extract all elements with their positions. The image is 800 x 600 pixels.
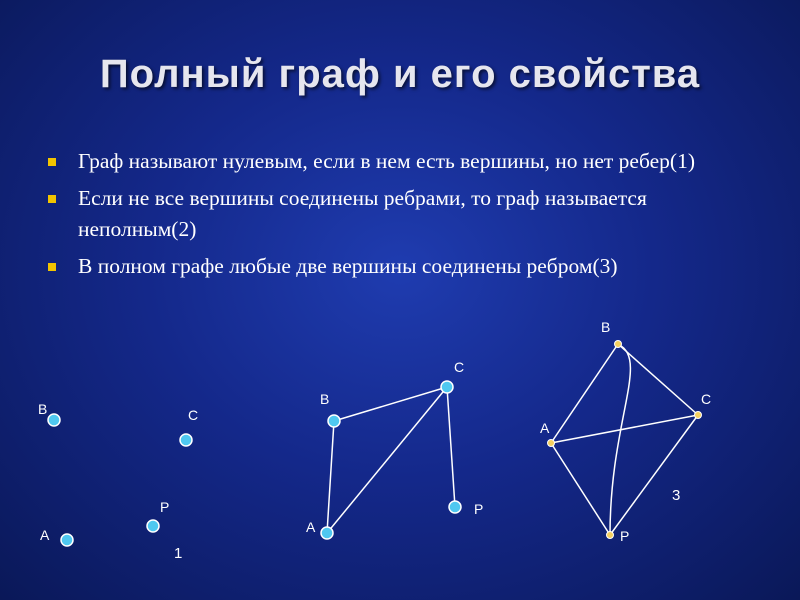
vertex-label-b: B bbox=[320, 391, 330, 407]
vertex-a bbox=[548, 440, 555, 447]
bullet-text: В полном графе любые две вершины соединены ребром(3) bbox=[78, 254, 618, 278]
vertex-label-a: A bbox=[306, 519, 316, 535]
vertex-label-p: P bbox=[620, 528, 630, 544]
vertex-label-c: C bbox=[701, 391, 712, 407]
edge-b-c bbox=[334, 387, 447, 421]
vertex-c bbox=[441, 381, 453, 393]
bullet-text: Граф называют нулевым, если в нем есть вершины, но нет ребер(1) bbox=[78, 149, 695, 173]
bullet-text: Если не все вершины соединены ребрами, то граф называется неполным(2) bbox=[78, 186, 647, 241]
vertex-label-c: C bbox=[188, 407, 199, 423]
graph-number-label: 1 bbox=[174, 545, 183, 562]
vertex-label-a: A bbox=[40, 527, 50, 543]
edge-c-p bbox=[447, 387, 455, 507]
vertex-p bbox=[607, 532, 614, 539]
null-graph bbox=[38, 401, 198, 562]
edge-b-a bbox=[327, 421, 334, 533]
graph-number-label: 3 bbox=[672, 487, 681, 504]
edge-a-c bbox=[551, 415, 698, 443]
incomplete-graph bbox=[306, 359, 483, 539]
complete-graph bbox=[540, 319, 711, 544]
edge-c-p bbox=[610, 415, 698, 535]
vertex-label-c: C bbox=[454, 359, 465, 375]
vertex-label-p: P bbox=[160, 499, 170, 515]
vertex-b bbox=[48, 414, 60, 426]
edge-b-p-curve bbox=[610, 344, 630, 535]
vertex-p bbox=[147, 520, 159, 532]
edge-a-p bbox=[551, 443, 610, 535]
edge-b-a bbox=[551, 344, 618, 443]
vertex-label-b: B bbox=[38, 401, 48, 417]
vertex-c bbox=[180, 434, 192, 446]
vertex-label-p: P bbox=[474, 501, 484, 517]
vertex-p bbox=[449, 501, 461, 513]
edge-c-a bbox=[327, 387, 447, 533]
vertex-c bbox=[695, 412, 702, 419]
vertex-b bbox=[328, 415, 340, 427]
vertex-label-a: A bbox=[540, 420, 550, 436]
vertex-a bbox=[321, 527, 333, 539]
vertex-b bbox=[615, 341, 622, 348]
vertex-a bbox=[61, 534, 73, 546]
slide-title: Полный граф и его свойства bbox=[99, 52, 701, 96]
vertex-label-b: B bbox=[601, 319, 611, 335]
